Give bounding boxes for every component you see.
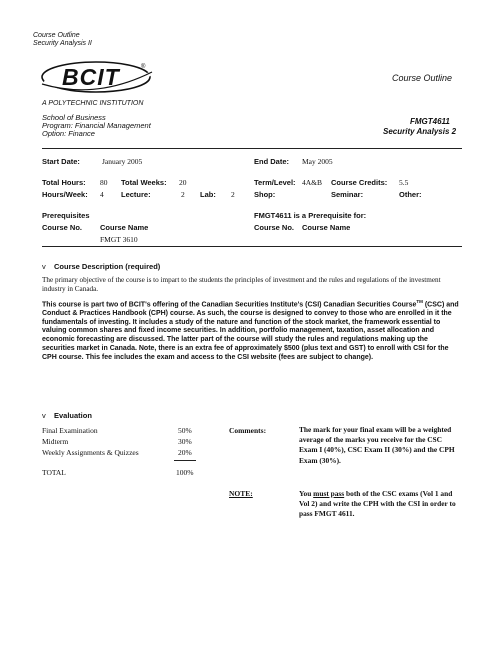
comments-text: The mark for your final exam will be a weighted average of the marks you receive for the CSC Exam I (40%), CSC Exam II (30%) and the CPH Exam (30%). <box>299 425 455 465</box>
prereq-for-course-no-header: Course No. <box>254 223 295 232</box>
prerequisites-heading: Prerequisites <box>42 211 90 220</box>
lab-label: Lab: <box>200 190 216 199</box>
trademark-mark: TM <box>416 299 423 304</box>
para2-text-b: (CSC) and Conduct & Practices Handbook (CPH) course. As such, the course is designed to convey to those who are enrolled in it the fundamentals of investing. It includes a study of the nature and function of the stock market, the framework essential to valuing common shares and fixed income securities. In addition, portfolio management, taxation, asset allocation and economic forecasting are discussed. The latter part of the course will study the rules and regulations making up the securities market in Canada. Note, there is an extra fee of approximately $500 (plus text and GST) to enroll with CSI for the CPH course. This fee includes the exam and access to the CSI website (fees are subject to change). <box>42 301 459 361</box>
hours-week-value: 4 <box>100 190 104 199</box>
eval-total-label: TOTAL <box>42 468 66 477</box>
course-description-para-1: The primary objective of the course is to impart to the students the principles of investment and the rules and regulations of the investment industry in Canada. <box>42 276 441 293</box>
course-title: Security Analysis 2 <box>383 127 457 136</box>
option-name: Option: Finance <box>42 129 95 138</box>
hours-week-label: Hours/Week: <box>42 190 88 199</box>
section-bullet: v <box>42 262 46 271</box>
seminar-label: Seminar: <box>331 190 364 199</box>
term-level-value: 4A&B <box>302 178 323 187</box>
note-label: NOTE: <box>229 489 253 498</box>
school-name: School of Business <box>42 113 106 122</box>
note-text-b: both of the CSC exams (Vol 1 and Vol 2) and write the CPH with the CSI in order to pass FMGT 4611. <box>299 489 456 519</box>
institution-tagline: A POLYTECHNIC INSTITUTION <box>42 100 144 107</box>
eval-item-label: Weekly Assignments & Quizzes <box>42 448 139 457</box>
course-code: FMGT4611 <box>410 117 450 126</box>
lab-value: 2 <box>231 190 235 199</box>
end-date-label: End Date: <box>254 157 290 166</box>
prereq-for-course-name-header: Course Name <box>302 223 351 232</box>
start-date-value: January 2005 <box>102 157 143 166</box>
bcit-logo <box>38 58 158 98</box>
course-description-heading: Course Description (required) <box>54 262 161 271</box>
section-bullet: v <box>42 411 46 420</box>
lecture-value: 2 <box>181 190 185 199</box>
eval-item-value: 50% <box>178 426 192 435</box>
eval-total-value: 100% <box>176 468 194 477</box>
comments-label: Comments: <box>229 426 267 435</box>
start-date-label: Start Date: <box>42 157 80 166</box>
eval-item-label: Midterm <box>42 437 69 446</box>
term-level-label: Term/Level: <box>254 178 296 187</box>
shop-label: Shop: <box>254 190 276 199</box>
doc-header-course: Security Analysis II <box>33 40 92 47</box>
evaluation-heading: Evaluation <box>54 411 92 420</box>
prereq-course-no-header: Course No. <box>42 223 83 232</box>
doc-title-right: Course Outline <box>392 73 453 83</box>
eval-item-label: Final Examination <box>42 426 98 435</box>
para2-text-a: This course is part two of BCIT's offering of the Canadian Securities Institute's (CSI) Canadian Securities Course <box>42 301 417 309</box>
total-hours-label: Total Hours: <box>42 178 86 187</box>
total-weeks-value: 20 <box>179 178 187 187</box>
logo-text: BCIT <box>62 64 120 90</box>
prereq-course-name-header: Course Name <box>100 223 149 232</box>
total-weeks-label: Total Weeks: <box>121 178 167 187</box>
note-text-a: You <box>299 489 314 498</box>
note-emphasis: must pass <box>313 489 345 498</box>
eval-item-value: 30% <box>178 437 192 446</box>
logo-registered-mark: ® <box>141 64 146 70</box>
note-text <box>299 489 459 520</box>
divider <box>42 148 462 149</box>
total-rule <box>174 460 196 461</box>
lecture-label: Lecture: <box>121 190 151 199</box>
end-date-value: May 2005 <box>302 157 333 166</box>
eval-item-value: 20% <box>178 448 192 457</box>
course-credits-label: Course Credits: <box>331 178 388 187</box>
prereq-course-value: FMGT 3610 <box>100 235 138 244</box>
other-label: Other: <box>399 190 422 199</box>
course-description-para-2 <box>42 298 462 362</box>
program-name: Program: Financial Management <box>42 121 151 130</box>
course-credits-value: 5.5 <box>399 178 409 187</box>
doc-header-label: Course Outline <box>33 32 80 39</box>
divider <box>42 246 462 247</box>
total-hours-value: 80 <box>100 178 108 187</box>
prerequisite-for-heading: FMGT4611 is a Prerequisite for: <box>254 211 367 220</box>
